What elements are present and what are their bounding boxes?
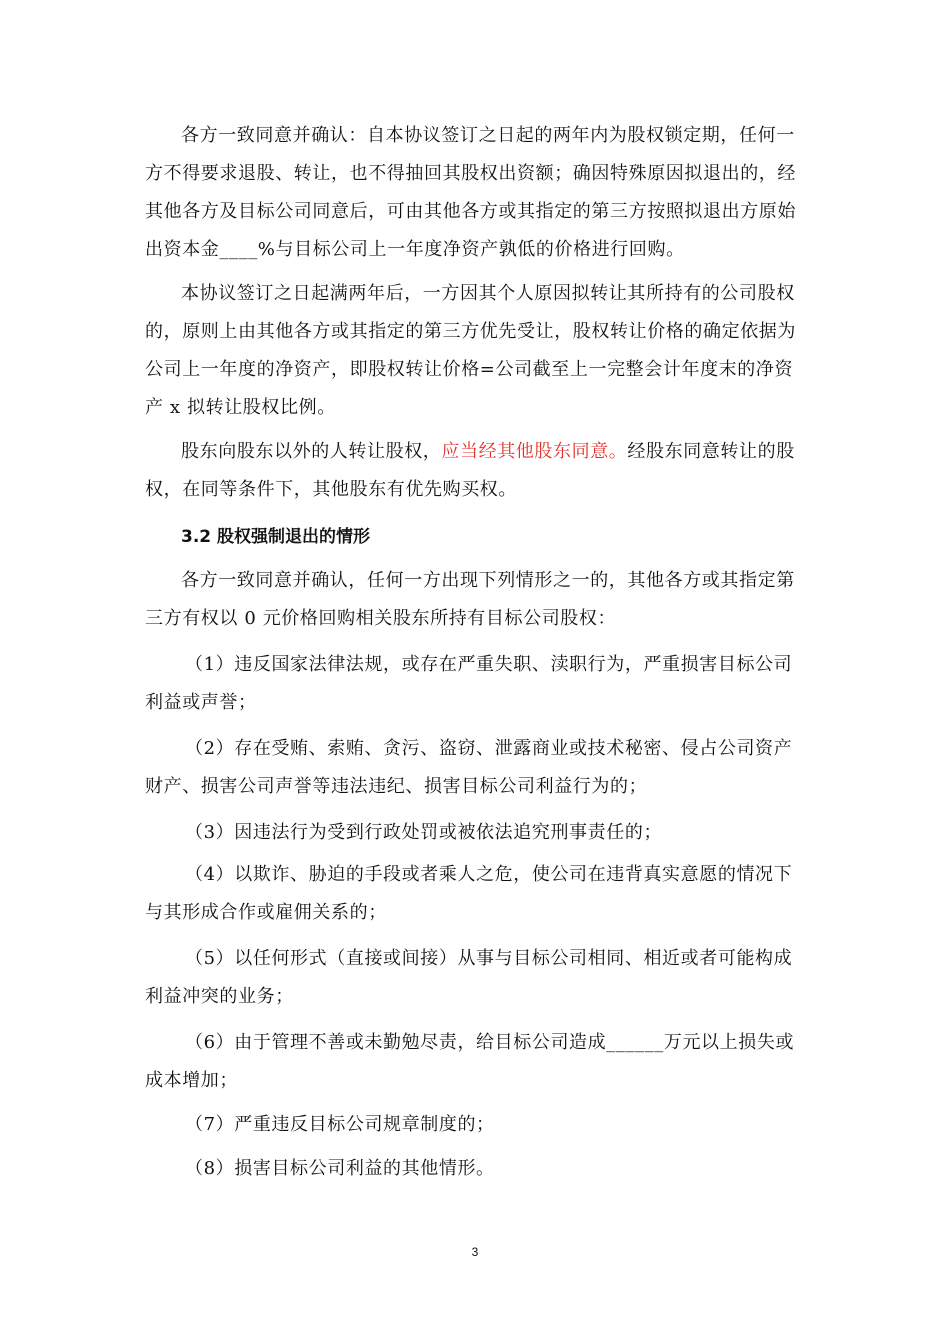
paragraph-lockup-period: 各方一致同意并确认：自本协议签订之日起的两年内为股权锁定期，任何一方不得要求退股、转让，也不得抽回其股权出资额；确因特殊原因拟退出的，经其他各方及目标公司同意后，可由其他各方或其指定的第三方按照拟退出方原始出资本金____%与目标公司上一年度净资产孰低的价格进行回购。	[145, 125, 796, 260]
paragraph-text-end: 经股东同意转让的股权，在同等条件下，其他股东有优先购买权。	[145, 441, 795, 500]
highlighted-text: 应当经其他股东同意。	[441, 441, 628, 462]
list-item: （1）违反国家法律法规，或存在严重失职、渎职行为，严重损害目标公司利益或声誉；	[145, 654, 793, 713]
paragraph-forced-exit-intro: 各方一致同意并确认，任何一方出现下列情形之一的，其他各方或其指定第三方有权以 0 元价格回购相关股东所持有目标公司股权：	[145, 570, 795, 629]
list-item: （4）以欺诈、胁迫的手段或者乘人之危，使公司在违背真实意愿的情况下与其形成合作或雇佣关系的；	[145, 864, 793, 923]
list-item: （7）严重违反目标公司规章制度的；	[185, 1114, 495, 1135]
paragraph-transfer-after-two-years: 本协议签订之日起满两年后，一方因其个人原因拟转让其所持有的公司股权的，原则上由其他各方或其指定的第三方优先受让，股权转让价格的确定依据为公司上一年度的净资产，即股权转让价格=公司截至上一完整会计年度末的净资产 x 拟转让股权比例。	[145, 283, 796, 418]
page-number: 3	[471, 1245, 479, 1259]
list-item: （8）损害目标公司利益的其他情形。	[185, 1158, 495, 1179]
paragraph-transfer-to-outsiders	[145, 433, 810, 509]
list-item: （5）以任何形式（直接或间接）从事与目标公司相同、相近或者可能构成利益冲突的业务；	[145, 948, 793, 1007]
list-item: （2）存在受贿、索贿、贪污、盗窃、泄露商业或技术秘密、侵占公司资产财产、损害公司声誉等违法违纪、损害目标公司利益行为的；	[145, 738, 793, 797]
list-item: （6）由于管理不善或未勤勉尽责，给目标公司造成______万元以上损失或成本增加；	[145, 1032, 795, 1091]
paragraph-text-start: 股东向股东以外的人转让股权，	[181, 441, 442, 462]
section-heading: 3.2 股权强制退出的情形	[181, 527, 371, 547]
list-item: （3）因违法行为受到行政处罚或被依法追究刑事责任的；	[185, 822, 663, 843]
